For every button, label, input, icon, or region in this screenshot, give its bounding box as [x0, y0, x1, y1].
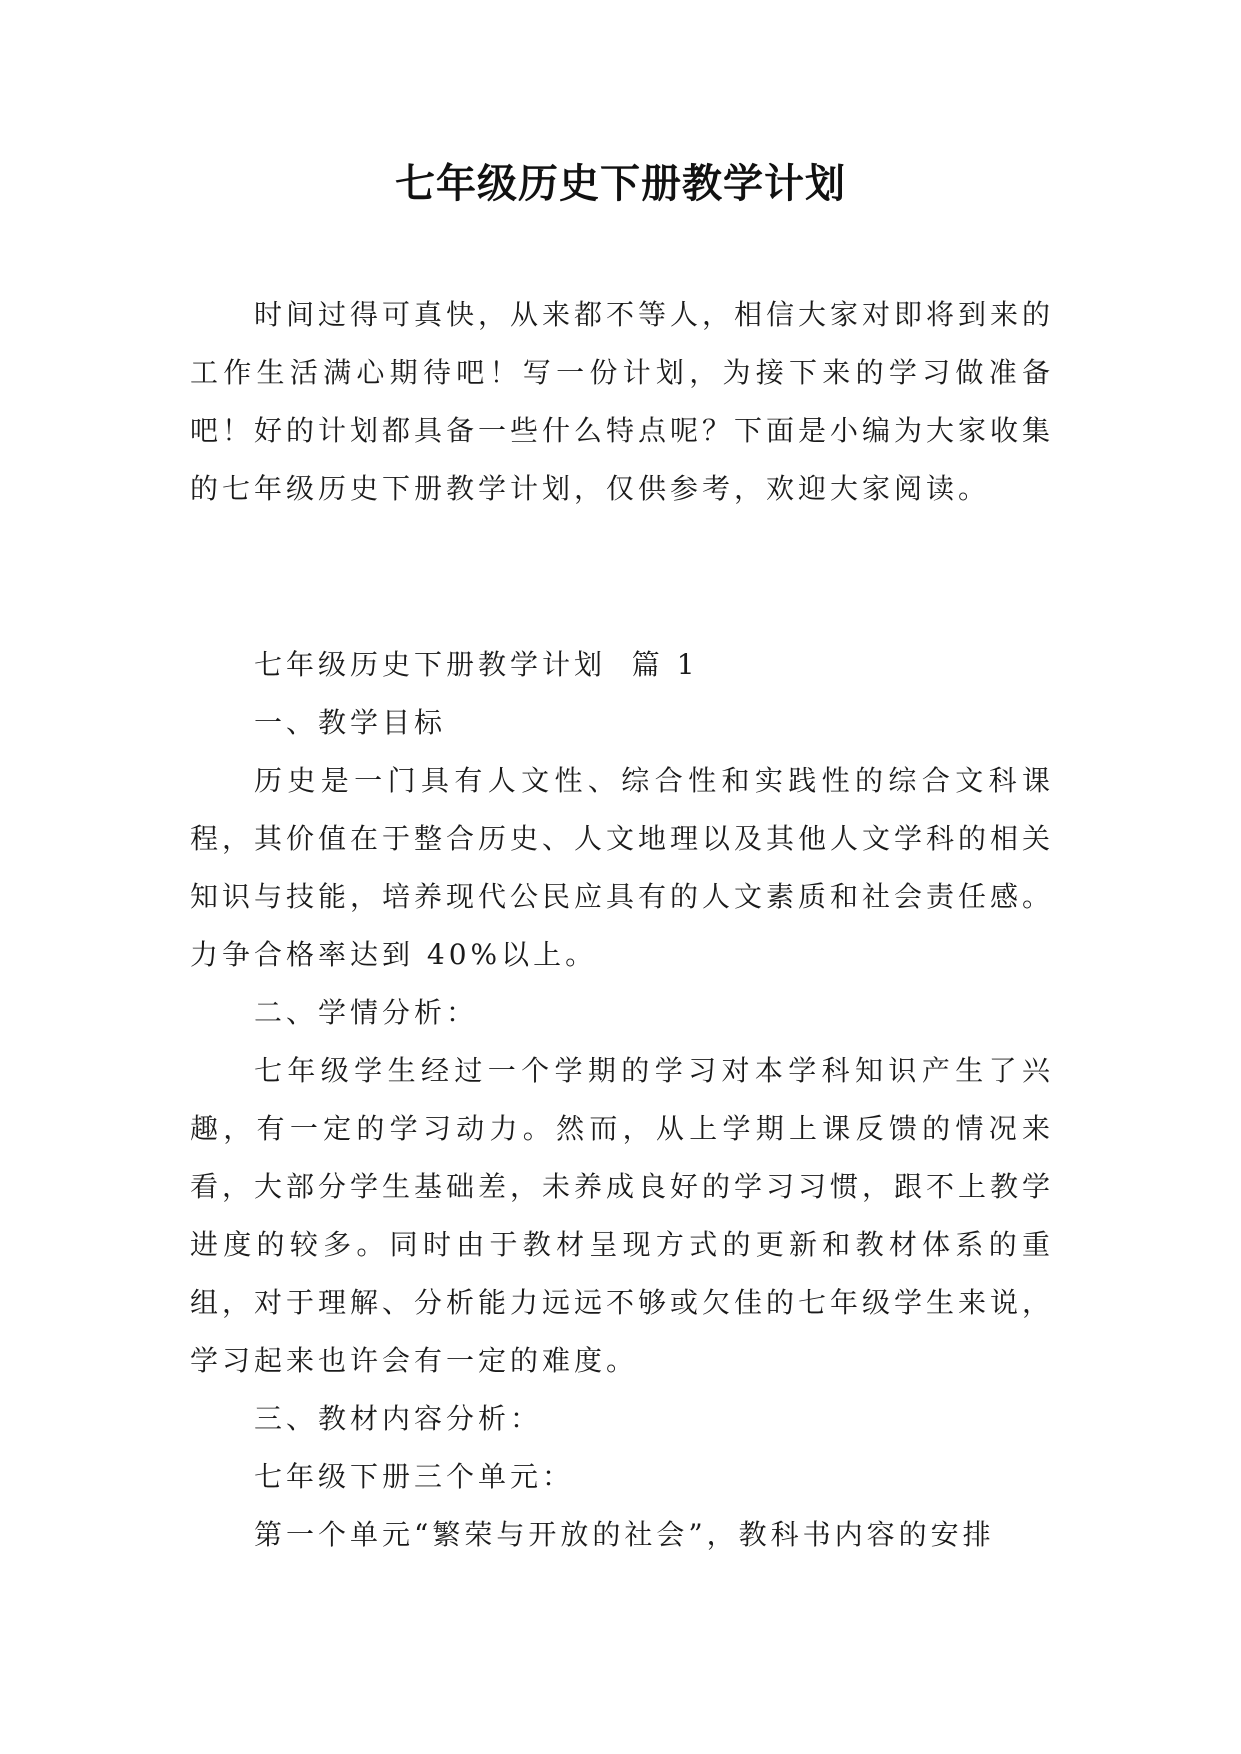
intro-paragraph: 时间过得可真快，从来都不等人，相信大家对即将到来的工作生活满心期待吧！写一份计划，为接下来的学习做准备吧！好的计划都具备一些什么特点呢？下面是小编为大家收集的七年级历史下册教学计划，仅供参考，欢迎大家阅读。: [190, 298, 1055, 505]
intro-block: [190, 286, 1054, 518]
paragraph-teaching-goals: 历史是一门具有人文性、综合性和实践性的综合文科课程，其价值在于整合历史、人文地理以及其他人文学科的相关知识与技能，培养现代公民应具有的人文素质和社会责任感。力争合格率达到 40%以上。: [190, 764, 1055, 971]
paragraph-units-intro: 七年级下册三个单元：: [254, 1460, 575, 1493]
page-title: 七年级历史下册教学计划: [395, 161, 846, 207]
section-heading: 七年级历史下册教学计划 篇 1: [254, 648, 699, 681]
heading-textbook-analysis: 三、教材内容分析：: [254, 1402, 543, 1435]
heading-teaching-goals: 一、教学目标: [254, 706, 447, 739]
heading-student-analysis: 二、学情分析：: [254, 996, 479, 1029]
paragraph-unit-one: 第一个单元“繁荣与开放的社会”，教科书内容的安排: [254, 1518, 995, 1551]
paragraph-student-analysis: 七年级学生经过一个学期的学习对本学科知识产生了兴趣，有一定的学习动力。然而，从上学期上课反馈的情况来看，大部分学生基础差，未养成良好的学习习惯，跟不上教学进度的较多。同时由于教材呈现方式的更新和教材体系的重组，对于理解、分析能力远远不够或欠佳的七年级学生来说，学习起来也许会有一定的难度。: [190, 1054, 1055, 1377]
main-content: [190, 636, 1054, 1564]
